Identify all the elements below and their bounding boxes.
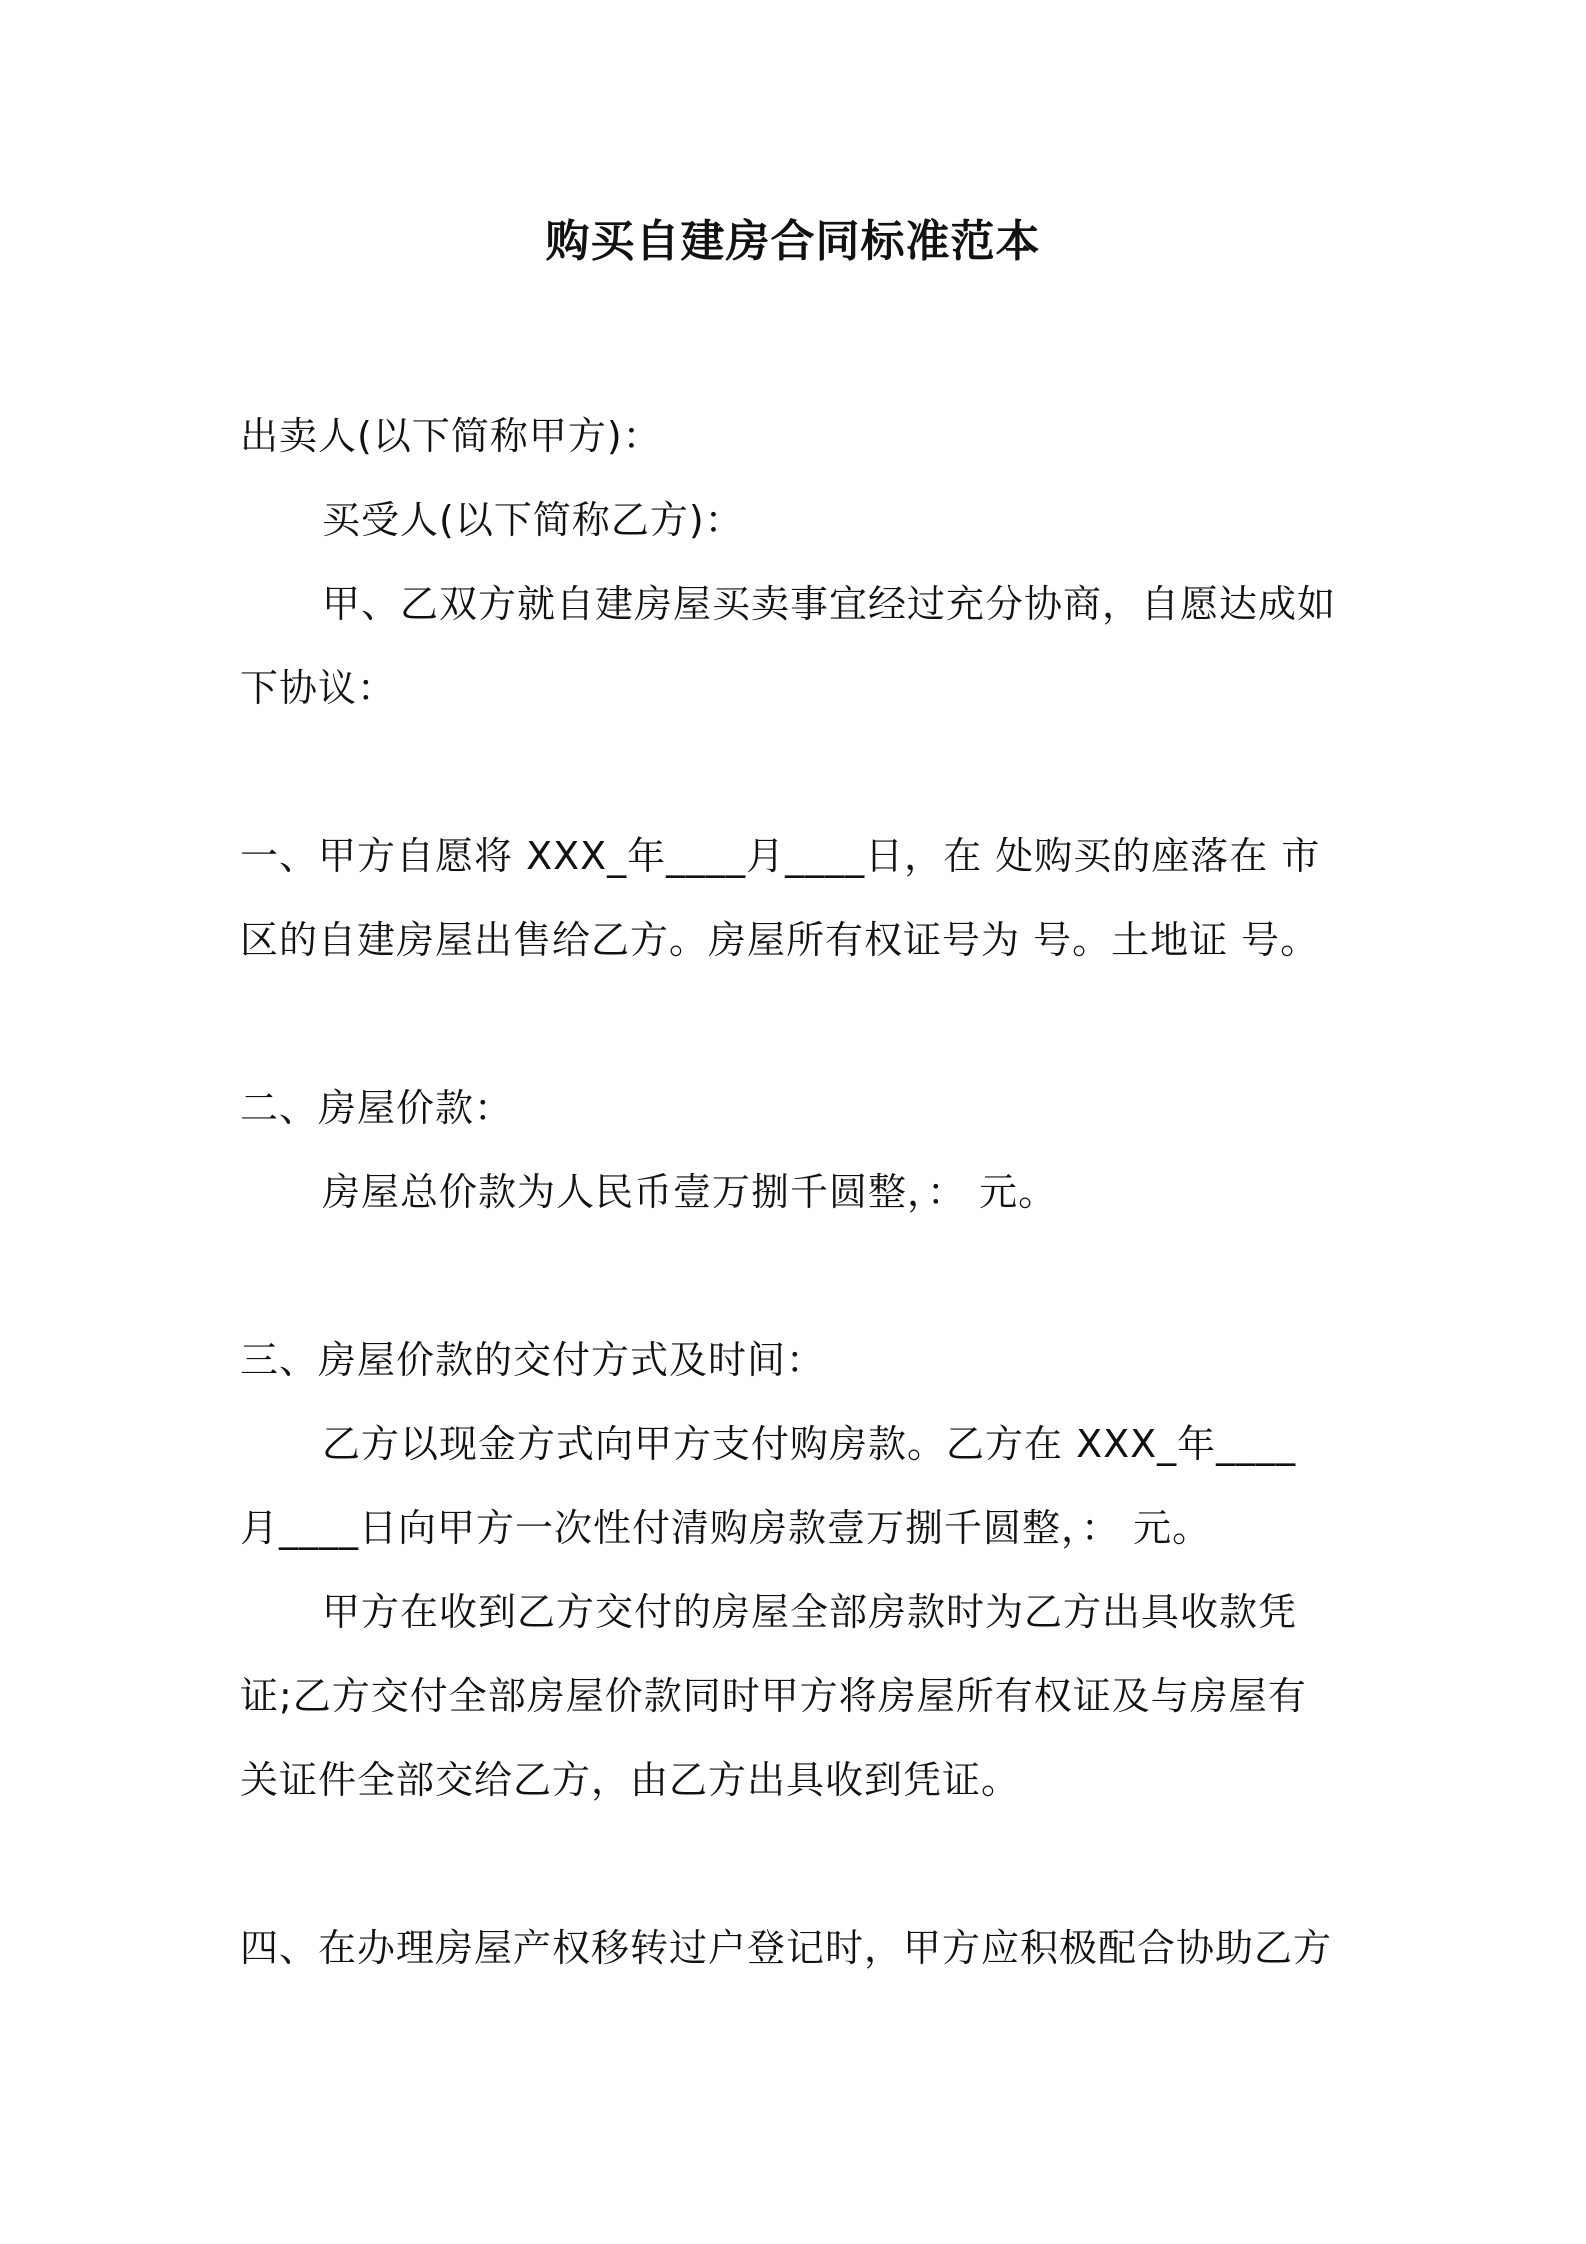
section-3-p2-line-2: 证;乙方交付全部房屋价款同时甲方将房屋所有权证及与房屋有 xyxy=(240,1674,1307,1718)
section-4-line-1: 四、在办理房屋产权移转过户登记时，甲方应积极配合协助乙方 xyxy=(240,1926,1333,1970)
section-2-heading: 二、房屋价款： xyxy=(240,1086,514,1130)
section-3-p2-line-3: 关证件全部交给乙方，由乙方出具收到凭证。 xyxy=(240,1758,1021,1802)
section-1-line-2: 区的自建房屋出售给乙方。房屋所有权证号为 号。土地证 号。 xyxy=(240,918,1320,962)
buyer-line: 买受人(以下简称乙方)： xyxy=(322,498,744,542)
intro-line-1: 甲、乙双方就自建房屋买卖事宜经过充分协商，自愿达成如 xyxy=(322,582,1337,626)
seller-line: 出卖人(以下简称甲方)： xyxy=(240,414,662,458)
document-title: 购买自建房合同标准范本 xyxy=(545,216,1041,267)
section-3-heading: 三、房屋价款的交付方式及时间： xyxy=(240,1338,826,1382)
intro-line-2: 下协议： xyxy=(240,666,397,710)
section-3-p1-line-2: 月____日向甲方一次性付清购房款壹万捌千圆整，： 元。 xyxy=(240,1506,1212,1550)
section-2-line-1: 房屋总价款为人民币壹万捌千圆整，： 元。 xyxy=(322,1170,1058,1214)
section-1-line-1: 一、甲方自愿将 XXX_年____月____日，在 处购买的座落在 市 xyxy=(240,834,1321,878)
section-3-p1-line-1: 乙方以现金方式向甲方支付购房款。乙方在 XXX_年____ xyxy=(322,1422,1297,1466)
section-3-p2-line-1: 甲方在收到乙方交付的房屋全部房款时为乙方出具收款凭 xyxy=(322,1590,1298,1634)
